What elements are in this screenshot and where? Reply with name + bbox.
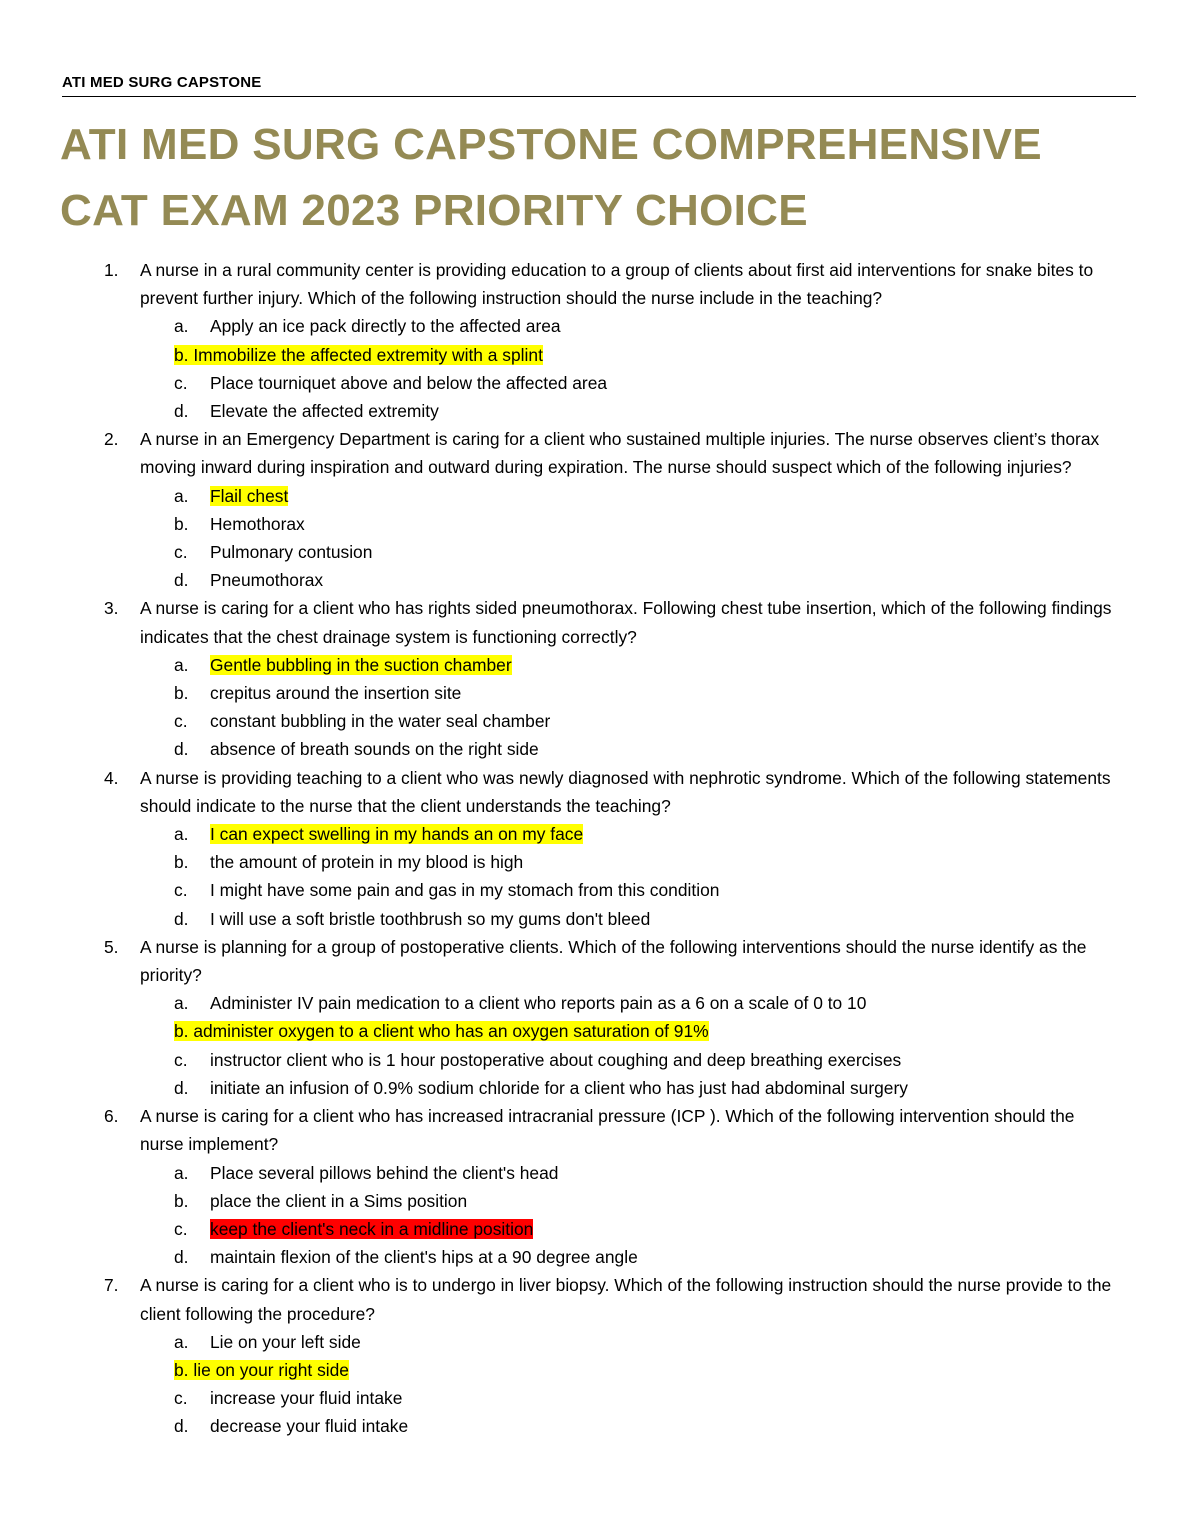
option-text: increase your fluid intake <box>210 1388 403 1409</box>
question-number: 4. <box>104 767 119 788</box>
q7-option-a <box>0 1328 1190 1356</box>
q2-option-b <box>0 510 1190 538</box>
question-text: A nurse is caring for a client who is to undergo in liver biopsy. Which of the following instruction should the nurse provide to the client following the procedure? <box>140 1275 1112 1324</box>
q2-option-d <box>0 566 1190 594</box>
option-text: absence of breath sounds on the right side <box>210 739 539 760</box>
option-text: initiate an infusion of 0.9% sodium chloride for a client who has just had abdominal surgery <box>210 1077 908 1098</box>
option-text: the amount of protein in my blood is high <box>210 852 524 873</box>
title-line-1: ATI MED SURG CAPSTONE COMPREHENSIVE <box>60 120 1042 169</box>
q4-option-c <box>0 876 1190 904</box>
question-number: 7. <box>104 1275 119 1296</box>
q2-option-a <box>0 482 1190 510</box>
question-text: A nurse is caring for a client who has rights sided pneumothorax. Following chest tube insertion, which of the following findings indicates that the chest drainage system is functioning correctly? <box>140 598 1112 647</box>
option-text: Apply an ice pack directly to the affected area <box>210 316 561 337</box>
option-letter: b. <box>174 513 189 534</box>
option-letter: c. <box>174 711 188 732</box>
q4-option-a <box>0 820 1190 848</box>
question-text: A nurse in an Emergency Department is caring for a client who sustained multiple injuries. The nurse observes client’s thorax moving inward during inspiration and outward during expiration. The nurse should suspect which of the following injuries? <box>140 429 1100 478</box>
option-text: constant bubbling in the water seal chamber <box>210 711 551 732</box>
q5-option-b <box>0 1017 1190 1045</box>
running-header: ATI MED SURG CAPSTONE <box>62 74 262 91</box>
option-letter: d. <box>174 908 189 929</box>
question-7 <box>0 1271 1190 1327</box>
question-1 <box>0 256 1190 312</box>
question-number: 6. <box>104 1106 119 1127</box>
option-text: Elevate the affected extremity <box>210 401 439 422</box>
document-title <box>60 112 1140 244</box>
highlighted-answer: Flail chest <box>210 485 289 506</box>
q6-option-b <box>0 1187 1190 1215</box>
option-letter: d. <box>174 401 189 422</box>
question-text: A nurse is providing teaching to a client who was newly diagnosed with nephrotic syndrome. Which of the following statements should indicate to the nurse that the client understands the teaching? <box>140 767 1111 816</box>
option-text: Place tourniquet above and below the affected area <box>210 372 608 393</box>
option-letter: d. <box>174 570 189 591</box>
question-2 <box>0 425 1190 481</box>
option-letter: b. <box>174 852 189 873</box>
option-text: Pneumothorax <box>210 570 324 591</box>
q5-option-d <box>0 1074 1190 1102</box>
option-letter: d. <box>174 1077 189 1098</box>
option-letter: c. <box>174 880 188 901</box>
q2-option-c <box>0 538 1190 566</box>
option-text: Hemothorax <box>210 513 305 534</box>
q3-option-c <box>0 707 1190 735</box>
option-letter: a. <box>174 1331 189 1352</box>
option-letter: a. <box>174 824 189 845</box>
q7-option-b <box>0 1356 1190 1384</box>
option-letter: d. <box>174 1416 189 1437</box>
option-text: place the client in a Sims position <box>210 1190 468 1211</box>
option-letter: a. <box>174 485 189 506</box>
highlighted-answer: b. administer oxygen to a client who has an oxygen saturation of 91% <box>174 1021 709 1042</box>
option-text: I might have some pain and gas in my stomach from this condition <box>210 880 720 901</box>
option-letter: c. <box>174 1218 188 1239</box>
option-letter: c. <box>174 542 188 563</box>
option-text: crepitus around the insertion site <box>210 683 462 704</box>
question-number: 5. <box>104 936 119 957</box>
q4-option-b <box>0 848 1190 876</box>
option-letter: a. <box>174 316 189 337</box>
option-letter: d. <box>174 739 189 760</box>
question-4 <box>0 764 1190 820</box>
q6-option-c <box>0 1215 1190 1243</box>
question-text: A nurse in a rural community center is providing education to a group of clients about first aid interventions for snake bites to prevent further injury. Which of the following instruction should the nurse include in the teaching? <box>140 260 1094 309</box>
option-text: maintain flexion of the client's hips at a 90 degree angle <box>210 1247 638 1268</box>
title-line-2: CAT EXAM 2023 PRIORITY CHOICE <box>60 186 808 235</box>
option-letter: a. <box>174 654 189 675</box>
option-text: Lie on your left side <box>210 1331 361 1352</box>
option-letter: c. <box>174 372 188 393</box>
question-number: 3. <box>104 598 119 619</box>
option-text: Administer IV pain medication to a client who reports pain as a 6 on a scale of 0 to 10 <box>210 993 867 1014</box>
option-text: Place several pillows behind the client's head <box>210 1162 559 1183</box>
option-letter: a. <box>174 993 189 1014</box>
q5-option-a <box>0 989 1190 1017</box>
header-divider <box>62 96 1136 97</box>
highlighted-answer: I can expect swelling in my hands an on my face <box>210 824 584 845</box>
question-3 <box>0 594 1190 650</box>
q6-option-a <box>0 1159 1190 1187</box>
option-letter: b. <box>174 1190 189 1211</box>
option-text: decrease your fluid intake <box>210 1416 409 1437</box>
option-text: I will use a soft bristle toothbrush so my gums don't bleed <box>210 908 651 929</box>
option-letter: c. <box>174 1388 188 1409</box>
q6-option-d <box>0 1243 1190 1271</box>
q7-option-d <box>0 1412 1190 1440</box>
option-letter: d. <box>174 1247 189 1268</box>
option-letter: c. <box>174 1049 188 1070</box>
option-letter: a. <box>174 1162 189 1183</box>
option-letter: b. <box>174 683 189 704</box>
q7-option-c <box>0 1384 1190 1412</box>
q4-option-d <box>0 905 1190 933</box>
question-number: 2. <box>104 429 119 450</box>
option-text: instructor client who is 1 hour postoperative about coughing and deep breathing exercises <box>210 1049 902 1070</box>
q5-option-c <box>0 1046 1190 1074</box>
option-text: Pulmonary contusion <box>210 542 373 563</box>
q1-option-d <box>0 397 1190 425</box>
red-highlighted-answer: keep the client's neck in a midline position <box>210 1218 534 1239</box>
q1-option-c <box>0 369 1190 397</box>
question-number: 1. <box>104 260 119 280</box>
question-text: A nurse is caring for a client who has increased intracranial pressure (ICP ). Which of the following intervention should the nurse implement? <box>140 1106 1075 1155</box>
question-list <box>0 256 1190 1441</box>
highlighted-answer: Gentle bubbling in the suction chamber <box>210 654 512 675</box>
question-6 <box>0 1102 1190 1158</box>
highlighted-answer: b. lie on your right side <box>174 1359 349 1380</box>
highlighted-answer: b. Immobilize the affected extremity with a splint <box>174 344 543 365</box>
q1-option-b <box>0 341 1190 369</box>
q1-option-a <box>0 312 1190 340</box>
question-5 <box>0 933 1190 989</box>
q3-option-b <box>0 679 1190 707</box>
q3-option-a <box>0 651 1190 679</box>
question-text: A nurse is planning for a group of postoperative clients. Which of the following interventions should the nurse identify as the priority? <box>140 936 1087 986</box>
q3-option-d <box>0 735 1190 763</box>
